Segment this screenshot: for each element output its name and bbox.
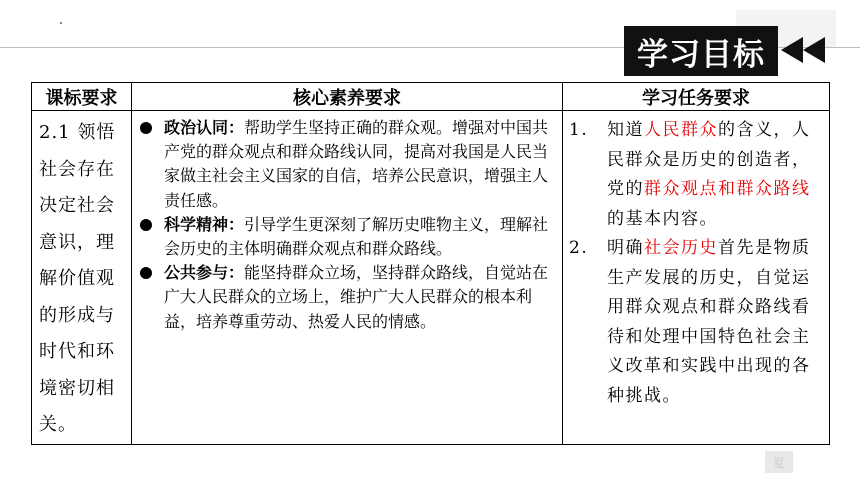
standard-text: 2.1 领悟社会存在决定社会意识，理解价值观的形成与时代和环境密切相关。 — [39, 122, 116, 435]
competency-cell — [132, 111, 563, 445]
list-item — [569, 234, 819, 411]
task-text: 的基本内容。 — [607, 208, 718, 229]
task-text: 的含义，人民群众是历史的创造者，党的 — [607, 120, 811, 199]
double-arrow-left-icon — [781, 37, 827, 63]
table-header-row — [32, 83, 830, 111]
header-competency: 核心素养要求 — [132, 83, 563, 111]
bullet-icon — [140, 122, 152, 134]
task-text: 明确 — [607, 238, 644, 258]
task-highlight: 社会历史 — [644, 238, 718, 258]
competency-keyword: 公共参与： — [164, 263, 245, 283]
objectives-table — [31, 82, 830, 445]
list-item — [138, 213, 554, 261]
page-badge: 夏 — [765, 451, 793, 473]
competency-keyword: 政治认同： — [164, 118, 245, 137]
bullet-icon — [140, 267, 152, 279]
header-task: 学习任务要求 — [563, 83, 830, 111]
list-item — [138, 116, 554, 213]
task-number: 2. — [569, 238, 589, 258]
bullet-icon — [140, 219, 152, 231]
task-cell — [563, 111, 830, 445]
slide-title: 学习目标 — [624, 26, 778, 76]
task-highlight: 群众观点和群众路线 — [644, 179, 811, 199]
table-row — [32, 111, 830, 445]
list-item — [569, 116, 819, 234]
competency-text: 帮助学生坚持正确的群众观。增强对中国共产党的群众观点和群众路线认同，提高对我国是人民当家做主社会主义国家的自信，培养公民意识，增强主人责任感。 — [164, 118, 549, 210]
task-highlight: 人民群众 — [644, 120, 718, 140]
standard-cell — [32, 111, 132, 445]
task-text: 知道 — [607, 120, 644, 140]
header-standard: 课标要求 — [32, 83, 132, 111]
competency-text: 引导学生更深刻了解历史唯物主义，理解社会历史的主体明确群众观点和群众路线。 — [164, 214, 549, 259]
task-list — [569, 116, 819, 411]
list-item — [138, 261, 554, 334]
task-text: 首先是物质生产发展的历史，自觉运用群众观点和群众路线看待和处理中国特色社会主义改革和实践中出现的各种挑战。 — [607, 238, 811, 406]
competency-keyword: 科学精神： — [164, 214, 245, 234]
task-number: 1. — [569, 120, 589, 140]
decorative-dot — [60, 22, 62, 24]
competency-list — [138, 116, 554, 334]
competency-text: 能坚持群众立场，坚持群众路线，自觉站在广大人民群众的立场上，维护广大人民群众的根本利益，培养尊重劳动、热爱人民的情感。 — [164, 263, 549, 331]
